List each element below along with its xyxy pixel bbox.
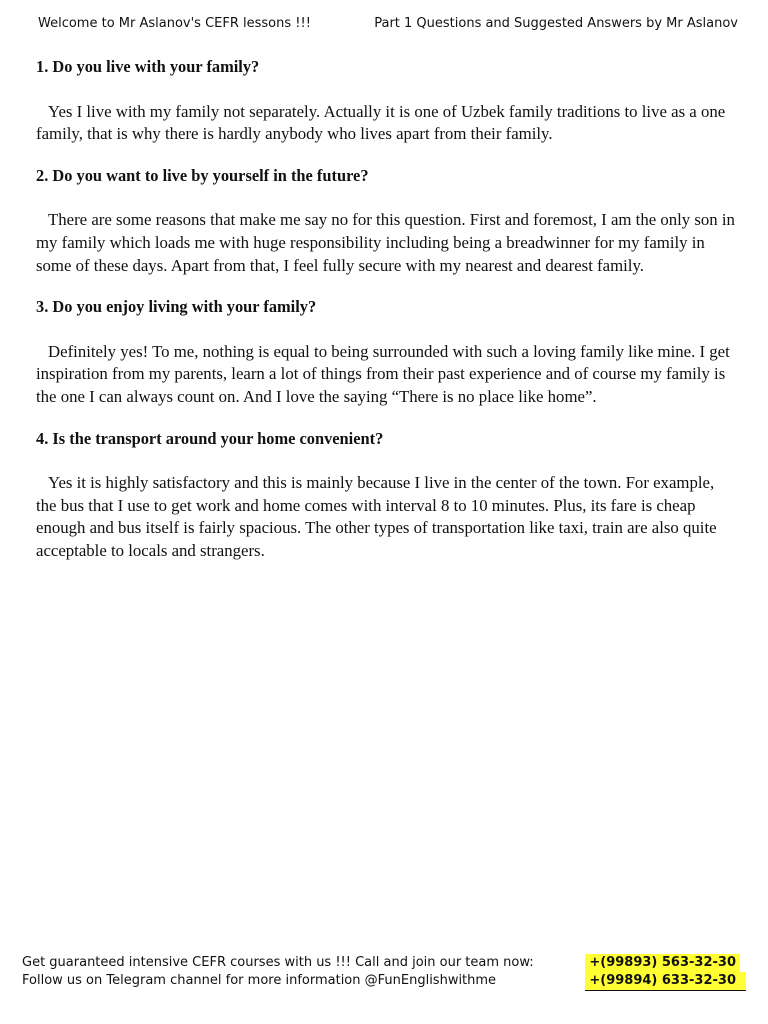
question-heading: 4. Is the transport around your home convenient? bbox=[36, 428, 384, 448]
question-heading: 1. Do you live with your family? bbox=[36, 57, 260, 76]
answer-paragraph: Yes it is highly satisfactory and this is mainly because I live in the center of the town. For example, the bus that I use to get work and home comes with interval 8 to 10 minutes. Plus, its fare is cheap enough and bus itself is fairly spacious. The other types of transportation like taxi, train are also quite acceptable to locals and strangers. bbox=[36, 473, 717, 560]
answer-paragraph: Yes I live with my family not separately. Actually it is one of Uzbek family traditions to live as a one family, that is why there is hardly anybody who lives apart from their family. bbox=[36, 101, 726, 144]
header-title-text: Part 1 Questions and Suggested Answers by Mr Aslanov bbox=[374, 16, 738, 31]
question-heading: 3. Do you enjoy living with your family? bbox=[36, 297, 317, 317]
qa-item bbox=[36, 428, 736, 563]
document-body bbox=[36, 56, 736, 582]
footer-phone-numbers bbox=[585, 954, 740, 991]
answer-paragraph: There are some reasons that make me say no for this question. First and foremost, I am the only son in my family which loads me with huge responsibility including being a breadwinner for my family in some of these days. Apart from that, I feel fully secure with my nearest and dearest family. bbox=[36, 210, 735, 275]
page-header bbox=[38, 16, 738, 38]
qa-item bbox=[36, 56, 736, 146]
answer-paragraph: Definitely yes! To me, nothing is equal to being surrounded with such a loving family like mine. I get inspiration from my parents, learn a lot of things from their past experience and of course my family is the one I can always count on. And I love the saying “There is no place like home”. bbox=[36, 341, 730, 406]
header-welcome-text: Welcome to Mr Aslanov's CEFR lessons !!! bbox=[38, 16, 311, 31]
page-footer bbox=[22, 954, 746, 994]
footer-telegram-line: Follow us on Telegram channel for more information @FunEnglishwithme bbox=[22, 973, 497, 988]
phone-number-2: +(99894) 633-32-30 bbox=[585, 972, 746, 991]
qa-item bbox=[36, 165, 736, 277]
phone-number-1: +(99893) 563-32-30 bbox=[585, 954, 740, 972]
qa-item bbox=[36, 296, 736, 408]
question-heading: 2. Do you want to live by yourself in the future? bbox=[36, 165, 369, 185]
footer-courses-line: Get guaranteed intensive CEFR courses with us !!! Call and join our team now: bbox=[22, 955, 534, 970]
footer-promo bbox=[22, 954, 534, 990]
